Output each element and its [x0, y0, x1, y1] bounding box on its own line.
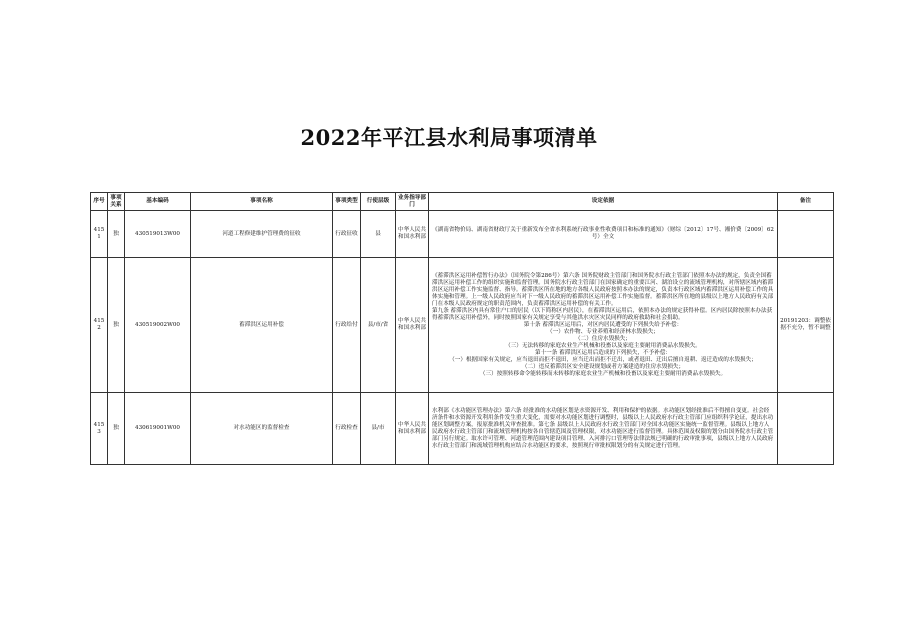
col-header-relation: 事项关系 [108, 193, 125, 211]
basis-paragraph: （一）农作物、专业养殖和经济林水毁损失； [547, 328, 659, 335]
basis-paragraph: （三）按照转移命令能转移而未转移的家庭农业生产机械和役畜以及家庭主要耐用消费品水毁损失。 [479, 370, 727, 377]
basis-paragraph: 水利部《水功能区管理办法》第六条 经批准的水功能区划是水资源开发、利用和保护的依据。水功能区划经批准后不得擅自变更。社会经济条件和水资源开发利用条件发生重大变化，需要对水功能区划进行调整时，县级以上人民政府水行政主管部门应组织科学论证，提出水功能区划调整方案，报原批准机关审查批准。第七条 县级以上人民政府水行政主管部门对全国水功能区实施统一监督管理。县级以上地方人民政府水行政主管部门和流域管理机构按各自管辖范围及管理权限，对水功能区进行监督管理。具体范围及权限的划分由国务院水行政主管部门另行规定。取水许可管理、河道管理范围内建设项目管理、入河排污口管理等法律法规已明确的行政审批事项，县级以上地方人民政府水行政主管部门和流域管理机构应结合水功能区的要求，按照现行审批权限划分的有关规定进行管理。 [432, 407, 774, 449]
col-header-note: 备注 [778, 193, 834, 211]
row-name: 蓄滞洪区运用补偿 [191, 258, 333, 393]
row-basis [429, 393, 778, 465]
basis-paragraph: 第九条 蓄滞洪区内具有常住户口的居民（以下简称区内居民），在蓄滞洪区运用后，依照本办法的规定获得补偿。区内居民除按照本办法获得蓄滞洪区运用补偿外，同时按照国家有关规定享受与其他洪水灾区灾民同样的政府救助和社会捐助。 [432, 307, 773, 321]
basis-paragraph: （二）违反蓄滞洪区安全建设规划或者方案建造的住房水毁损失； [521, 363, 685, 370]
table-row [91, 393, 834, 465]
col-header-name: 事项名称 [191, 193, 333, 211]
row-note [778, 211, 834, 258]
row-level: 县 [361, 211, 396, 258]
row-name: 河道工程修建维护管理费的征收 [191, 211, 333, 258]
basis-paragraph: （一）根据国家有关规定，应当退田而拒不退田，应当迁出而拒不迁出，或者退田、迁出后擅自返耕、返迁造成的水毁损失； [449, 356, 757, 363]
table-row [91, 211, 834, 258]
basis-paragraph: 《蓄滞洪区运用补偿暂行办法》（国务院令第286号）第六条 国务院财政主管部门和国务院水行政主管部门依照本办法的规定，负责全国蓄滞洪区运用补偿工作的组织实施和监督管理。国务院水行政主管部门在国家确定的重要江河、湖泊设立的流域管理机构，对所辖区域内蓄滞洪区运用补偿工作实施监督、指导。蓄滞洪区所在地的地方各级人民政府按照本办法的规定，负责本行政区域内蓄滞洪区运用补偿工作的具体实施和管理。上一级人民政府应当对下一级人民政府的蓄滞洪区运用补偿工作实施监督。蓄滞洪区所在地的县级以上地方人民政府有关部门在本级人民政府规定的职责范围内，负责蓄滞洪区运用补偿的有关工作。 [432, 272, 774, 307]
row-dept: 中华人民共和国水利部 [396, 258, 429, 393]
basis-paragraph: 《湖南省物价局、湖南省财政厅关于重新发布全省水利系统行政事业性收费项目和标准的通知》（财综〔2012〕17号、湘价费〔2009〕62号）全文 [432, 227, 774, 240]
row-code: 430519002W00 [125, 258, 191, 393]
row-code: 430519013W00 [125, 211, 191, 258]
row-no: 4152 [91, 258, 108, 393]
col-header-dept: 业务指导部门 [396, 193, 429, 211]
row-dept: 中华人民共和国水利部 [396, 393, 429, 465]
row-no: 4151 [91, 211, 108, 258]
row-code: 430619001W00 [125, 393, 191, 465]
row-type: 行政检查 [333, 393, 361, 465]
basis-paragraph: 第十一条 蓄滞洪区运用后造成的下列损失，不予补偿： [534, 349, 672, 356]
row-relation: 独 [108, 258, 125, 393]
row-note: 20191203：调整依据不充分，暂不调整 [778, 258, 834, 393]
row-level: 县/市/省 [361, 258, 396, 393]
table-row [91, 258, 834, 393]
col-header-code: 基本编码 [125, 193, 191, 211]
row-dept: 中华人民共和国水利部 [396, 211, 429, 258]
row-basis [429, 258, 778, 393]
row-type: 行政征收 [333, 211, 361, 258]
col-header-no: 序号 [91, 193, 108, 211]
col-header-level: 行使层级 [361, 193, 396, 211]
row-note [778, 393, 834, 465]
row-name: 对水功能区的监督检查 [191, 393, 333, 465]
items-table [90, 192, 834, 465]
row-no: 4153 [91, 393, 108, 465]
basis-paragraph: （三）无法转移的家庭农业生产机械和役畜以及家庭主要耐用消费品水毁损失。 [505, 342, 701, 349]
page-title: 2022年平江县水利局事项清单 [300, 125, 598, 150]
row-relation: 独 [108, 211, 125, 258]
row-relation: 独 [108, 393, 125, 465]
header-row [91, 193, 834, 211]
col-header-basis: 设定依据 [429, 193, 778, 211]
row-type: 行政给付 [333, 258, 361, 393]
row-level: 县/市 [361, 393, 396, 465]
row-basis [429, 211, 778, 258]
basis-paragraph: （二）住房水毁损失； [575, 335, 631, 342]
basis-paragraph: 第十条 蓄滞洪区运用后，对区内居民遭受的下列损失给予补偿： [523, 321, 683, 328]
col-header-type: 事项类型 [333, 193, 361, 211]
